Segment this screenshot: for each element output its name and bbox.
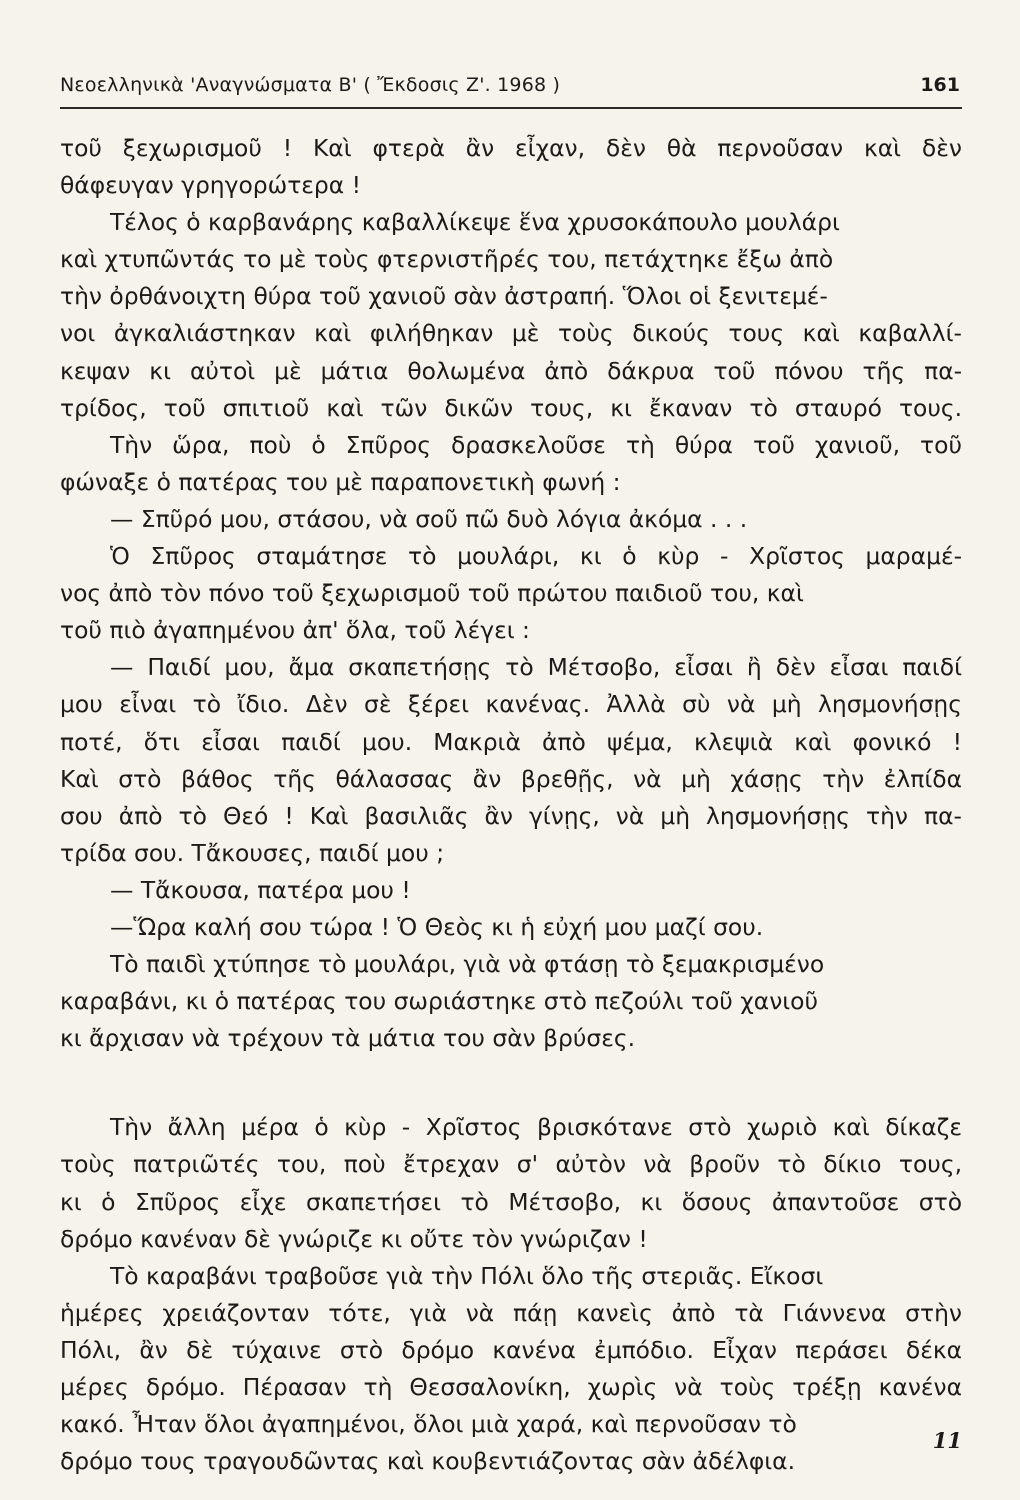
text-line: κεψαν κι αὐτοὶ μὲ μάτια θολωμένα ἀπὸ δάκρυα τοῦ πόνου τῆς πα- — [60, 356, 963, 385]
text-line: Πόλι, ἂν δὲ τύχαινε στὸ δρόμο κανένα ἐμπόδιο. Εἶχαν περάσει δέκα — [60, 1335, 963, 1364]
running-header — [60, 70, 962, 104]
text-line: κακό. Ἦταν ὅλοι ἀγαπημένοι, ὅλοι μιὰ χαρά, καὶ περνοῦσαν τὸ — [60, 1410, 797, 1439]
text-line: Τὴν ἄλλη μέρα ὁ κὺρ - Χρῖστος βρισκότανε στὸ χωριὸ καὶ δίκαζε — [110, 1113, 963, 1142]
text-line: Τέλος ὁ καρβανάρης καβαλλίκεψε ἕνα χρυσοκάπουλο μουλάρι — [110, 208, 840, 237]
text-line: θάφευγαν γρηγορώτερα ! — [60, 171, 362, 200]
text-line: —Ὥρα καλή σου τώρα ! Ὁ Θεὸς κι ἡ εὐχή μου μαζί σου. — [110, 912, 764, 941]
text-line: φώναξε ὁ πατέρας του μὲ παραπονετικὴ φωνή : — [60, 467, 621, 496]
text-line: ποτέ, ὅτι εἶσαι παιδί μου. Μακριὰ ἀπὸ ψέμα, κλεψιὰ καὶ φονικό ! — [60, 727, 962, 756]
text-line: — Παιδί μου, ἄμα σκαπετήσῃς τὸ Μέτσοβο, εἶσαι ἢ δὲν εἶσαι παιδί — [110, 653, 962, 682]
text-line: τρίδος, τοῦ σπιτιοῦ καὶ τῶν δικῶν τους, κι ἔκαναν τὸ σταυρό τους. — [60, 393, 963, 422]
text-line: τὴν ὀρθάνοιχτη θύρα τοῦ χανιοῦ σὰν ἀστραπή. Ὅλοι οἱ ξενιτεμέ- — [60, 282, 828, 311]
text-line: δρόμο τους τραγουδῶντας καὶ κουβεντιάζοντας σὰν ἀδέλφια. — [60, 1447, 796, 1476]
section-break — [60, 1057, 962, 1109]
text-line: Καὶ στὸ βάθος τῆς θάλασσας ἂν βρεθῇς, νὰ μὴ χάσῃς τὴν ἐλπίδα — [60, 764, 963, 793]
text-line: Τὸ παιδὶ χτύπησε τὸ μουλάρι, γιὰ νὰ φτάσῃ τὸ ξεμακρισμένο — [110, 950, 825, 979]
signature-mark: 11 — [932, 1428, 962, 1453]
text-line: τοῦ πιὸ ἀγαπημένου ἀπ' ὅλα, τοῦ λέγει : — [60, 616, 530, 645]
text-line: νος ἀπὸ τὸν πόνο τοῦ ξεχωρισμοῦ τοῦ πρώτου παιδιοῦ του, καὶ — [60, 579, 804, 608]
text-line: Ὁ Σπῦρος σταμάτησε τὸ μουλάρι, κι ὁ κὺρ - Χρῖστος μαραμέ- — [110, 542, 963, 571]
text-line: τρίδα σου. Τἄκουσες, παιδί μου ; — [60, 838, 445, 867]
text-line: μου εἶναι τὸ ἴδιο. Δὲν σὲ ξέρει κανένας. Ἀλλὰ σὺ νὰ μὴ λησμονήσῃς — [60, 690, 962, 719]
running-title: Νεοελληνικὰ 'Αναγνώσματα Β' ( Ἔκδοσις Ζ'. 1968 ) — [60, 74, 561, 96]
text-line: τοὺς πατριῶτές του, ποὺ ἔτρεχαν σ' αὐτὸν νὰ βροῦν τὸ δίκιο τους, — [60, 1150, 962, 1179]
header-rule — [60, 107, 962, 109]
text-line: σου ἀπὸ τὸ Θεό ! Καὶ βασιλιᾶς ἂν γίνῃς, νὰ μὴ λησμονήσῃς τὴν πα- — [60, 801, 962, 830]
text-line: τοῦ ξεχωρισμοῦ ! Καὶ φτερὰ ἂν εἶχαν, δὲν θὰ περνοῦσαν καὶ δὲν — [60, 134, 962, 162]
text-line: κι ἄρχισαν νὰ τρέχουν τὰ μάτια του σὰν βρύσες. — [60, 1024, 636, 1053]
text-line: κι ὁ Σπῦρος εἶχε σκαπετήσει τὸ Μέτσοβο, κι ὅσους ἀπαντοῦσε στὸ — [60, 1187, 963, 1216]
body-text — [60, 130, 962, 1480]
page-number: 161 — [920, 74, 960, 96]
text-line: Τὴν ὥρα, ποὺ ὁ Σπῦρος δρασκελοῦσε τὴ θύρα τοῦ χανιοῦ, τοῦ — [110, 430, 962, 459]
text-line: μέρες δρόμο. Πέρασαν τὴ Θεσσαλονίκη, χωρὶς νὰ τοὺς τρέξῃ κανένα — [60, 1373, 963, 1401]
text-line: καραβάνι, κι ὁ πατέρας του σωριάστηκε στὸ πεζούλι τοῦ χανιοῦ — [60, 987, 819, 1016]
text-line: δρόμο κανέναν δὲ γνώριζε κι οὔτε τὸν γνώριζαν ! — [60, 1224, 648, 1253]
text-line: Τὸ καραβάνι τραβοῦσε γιὰ τὴν Πόλι ὅλο τῆς στεριᾶς. Εἴκοσι — [110, 1261, 824, 1290]
text-line: — Τἄκουσα, πατέρα μου ! — [110, 875, 411, 904]
text-line: καὶ χτυπῶντάς το μὲ τοὺς φτερνιστῆρές του, πετάχτηκε ἔξω ἀπὸ — [60, 245, 834, 274]
text-line: ἡμέρες χρειάζονταν τότε, γιὰ νὰ πάῃ κανεὶς ἀπὸ τὰ Γιάννενα στὴν — [60, 1298, 962, 1327]
text-line: — Σπῦρό μου, στάσου, νὰ σοῦ πῶ δυὸ λόγια ἀκόμα . . . — [110, 504, 748, 533]
text-line: νοι ἀγκαλιάστηκαν καὶ φιλήθηκαν μὲ τοὺς δικούς τους καὶ καβαλλί- — [60, 319, 962, 348]
